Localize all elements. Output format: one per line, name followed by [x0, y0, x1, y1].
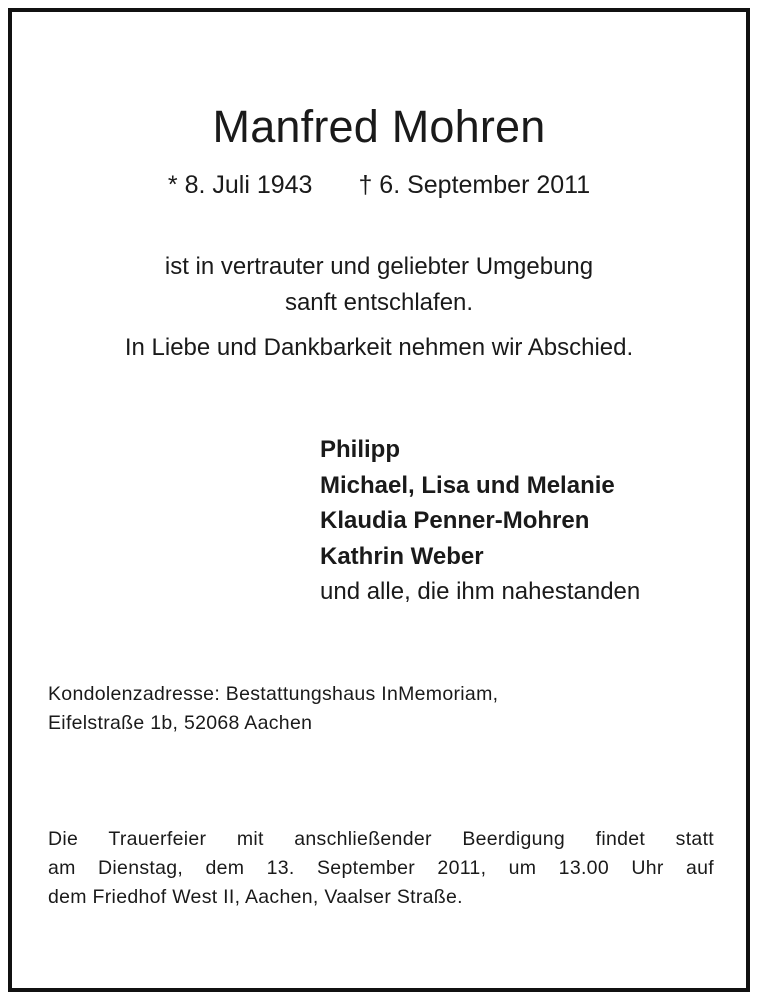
condolence-line: Eifelstraße 1b, 52068 Aachen: [48, 712, 313, 734]
life-dates: [12, 170, 746, 200]
obituary-notice: [8, 8, 750, 992]
mourner-name: Michael, Lisa und Melanie: [320, 471, 615, 499]
ceremony-info: [48, 825, 714, 912]
farewell-message: In Liebe und Dankbarkeit nehmen wir Abschied.: [124, 334, 634, 361]
passing-message: [12, 249, 746, 321]
mourner-name: Philipp: [320, 436, 400, 463]
death-date: † 6. September 2011: [358, 171, 591, 199]
mourner-name: Klaudia Penner-Mohren: [320, 507, 590, 534]
birth-date: * 8. Juli 1943: [167, 171, 313, 199]
mourners-list: [320, 432, 640, 610]
condolence-line: Kondolenzadresse: Bestattungshaus InMemoriam,: [48, 683, 499, 705]
deceased-name: Manfred Mohren: [212, 101, 546, 152]
ceremony-line: am Dienstag, dem 13. September 2011, um 13.00 Uhr auf: [48, 857, 714, 879]
ceremony-line: Die Trauerfeier mit anschließender Beerdigung findet statt: [48, 828, 714, 850]
condolence-address: [48, 680, 498, 738]
message-line: ist in vertrauter und geliebter Umgebung: [164, 253, 594, 280]
mourner-name: Kathrin Weber: [320, 542, 484, 570]
message-line: sanft entschlafen.: [284, 289, 474, 316]
ceremony-line: dem Friedhof West II, Aachen, Vaalser Straße.: [48, 886, 463, 908]
mourners-closing: und alle, die ihm nahestanden: [320, 578, 641, 605]
